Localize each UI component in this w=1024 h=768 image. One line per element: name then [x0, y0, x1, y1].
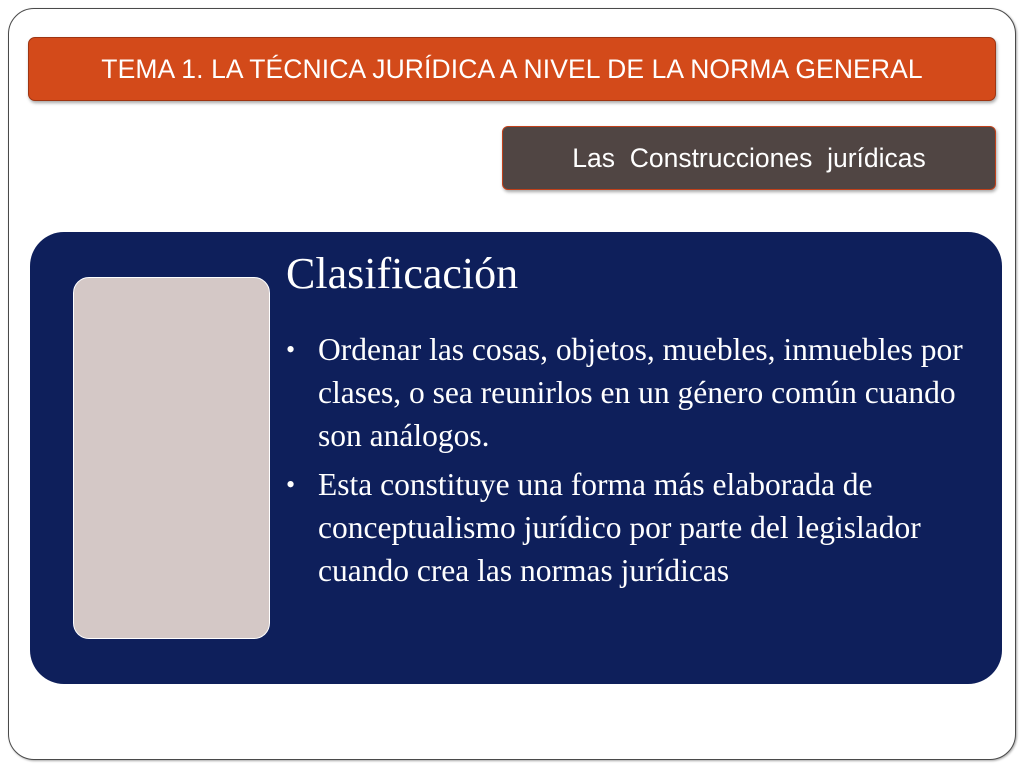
bullet-icon: •: [286, 335, 296, 364]
bullet-item: [282, 328, 982, 457]
bullet-text: Ordenar las cosas, objetos, muebles, inmuebles por clases, o sea reunirlos en un género común cuando son análogos.: [318, 332, 963, 453]
bullet-icon: •: [286, 470, 296, 499]
subtitle-banner: [502, 126, 996, 190]
content-panel: [30, 232, 1002, 684]
bullet-list: [282, 328, 982, 598]
bullet-item: [282, 463, 982, 592]
image-placeholder: [73, 277, 270, 639]
section-heading: Clasificación: [286, 249, 519, 298]
title-banner: [28, 37, 996, 101]
slide-title: TEMA 1. LA TÉCNICA JURÍDICA A NIVEL DE LA NORMA GENERAL: [101, 53, 923, 84]
bullet-text: Esta constituye una forma más elaborada de conceptualismo jurídico por parte del legislador cuando crea las normas jurídicas: [318, 467, 921, 588]
slide-subtitle: Las Construcciones jurídicas: [572, 142, 926, 173]
